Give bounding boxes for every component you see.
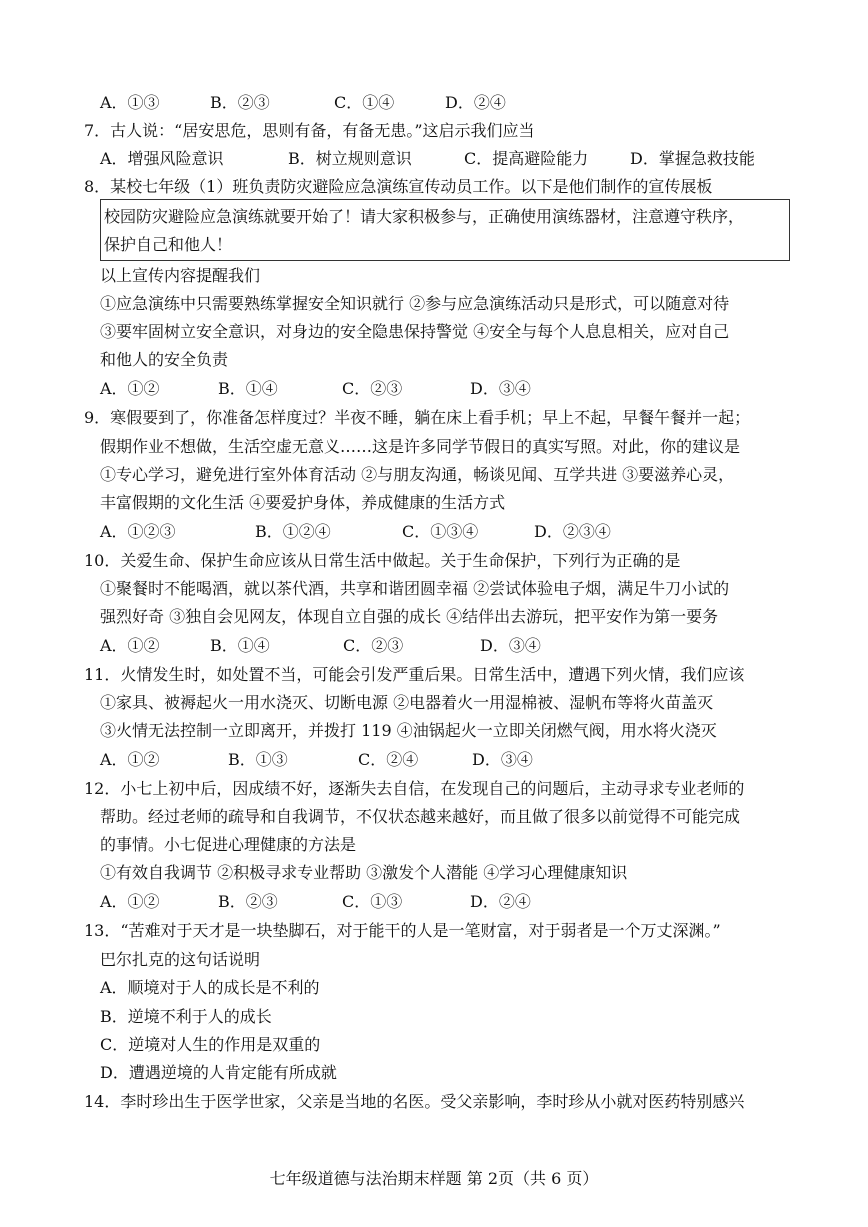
q10-option-d: D．③④ bbox=[480, 636, 541, 655]
q11-option-c: C．②④ bbox=[358, 750, 419, 769]
q9-line-2: 假期作业不想做，生活空虚无意义……这是许多同学节假日的真实写照。对此，你的建议是 bbox=[100, 437, 741, 456]
q9-option-b: B．①②④ bbox=[255, 522, 331, 541]
q13-stem: 13．“苦难对于天才是一块垫脚石，对于能干的人是一笔财富，对于弱者是一个万丈深渊。” bbox=[84, 921, 721, 940]
q7-options bbox=[100, 149, 800, 169]
q7-option-a: A．增强风险意识 bbox=[100, 149, 224, 168]
q10-option-c: C．②③ bbox=[343, 636, 404, 655]
q11-option-a: A．①② bbox=[100, 750, 160, 769]
q9-line-3: ①专心学习，避免进行室外体育活动 ②与朋友沟通，畅谈见闻、互学共进 ③要滋养心灵， bbox=[100, 465, 735, 484]
q9-stem: 9．寒假要到了，你准备怎样度过？半夜不睡，躺在床上看手机；早上不起，早餐午餐并一起； bbox=[84, 408, 751, 427]
q9-option-a: A．①②③ bbox=[100, 522, 176, 541]
q8-options bbox=[100, 379, 800, 399]
q12-option-d: D．②④ bbox=[470, 892, 531, 911]
q8-stem: 8．某校七年级（1）班负责防灾避险应急演练宣传动员工作。以下是他们制作的宣传展板 bbox=[84, 177, 713, 196]
q8-line-2: ③要牢固树立安全意识，对身边的安全隐患保持警觉 ④安全与每个人息息相关，应对自己 bbox=[100, 322, 730, 341]
q13-line-2: 巴尔扎克的这句话说明 bbox=[100, 950, 261, 969]
q8-option-b: B．①④ bbox=[218, 379, 278, 398]
q12-option-b: B．②③ bbox=[218, 892, 278, 911]
q12-stem: 12．小七上初中后，因成绩不好，逐渐失去自信，在发现自己的问题后，主动寻求专业老师的 bbox=[84, 779, 745, 798]
q6-option-a: A．①③ bbox=[100, 93, 160, 112]
page-footer: 七年级道德与法治期末样题 第 2页（共 6 页） bbox=[269, 1169, 599, 1188]
q9-option-c: C．①③④ bbox=[402, 522, 479, 541]
q7-option-d: D．掌握急救技能 bbox=[630, 149, 755, 168]
q11-option-d: D．③④ bbox=[472, 750, 533, 769]
q8-option-d: D．③④ bbox=[470, 379, 531, 398]
q7-option-b: B．树立规则意识 bbox=[288, 149, 412, 168]
q14-stem: 14．李时珍出生于医学世家，父亲是当地的名医。受父亲影响，李时珍从小就对医药特别感兴 bbox=[84, 1092, 745, 1111]
q10-line-3: 强烈好奇 ③独自会见网友，体现自立自强的成长 ④结伴出去游玩，把平安作为第一要务 bbox=[100, 607, 719, 626]
q12-option-c: C．①③ bbox=[342, 892, 403, 911]
q8-board-line-1: 校园防灾避险应急演练就要开始了！请大家积极参与，正确使用演练器材，注意遵守秩序， bbox=[104, 207, 745, 226]
q8-line-1: ①应急演练中只需要熟练掌握安全知识就行 ②参与应急演练活动只是形式，可以随意对待 bbox=[100, 294, 730, 313]
q10-line-2: ①聚餐时不能喝酒，就以茶代酒，共享和谐团圆幸福 ②尝试体验电子烟，满足牛刀小试的 bbox=[100, 579, 730, 598]
q13-option-d: D．遭遇逆境的人肯定能有所成就 bbox=[100, 1063, 337, 1082]
q11-options bbox=[100, 750, 800, 770]
q9-line-4: 丰富假期的文化生活 ④要爱护身体，养成健康的生活方式 bbox=[100, 493, 506, 512]
q12-options bbox=[100, 892, 800, 912]
q11-stem: 11．火情发生时，如处置不当，可能会引发严重后果。日常生活中，遭遇下列火情，我们应该 bbox=[84, 665, 745, 684]
q11-option-b: B．①③ bbox=[228, 750, 288, 769]
q10-stem: 10．关爱生命、保护生命应该从日常生活中做起。关于生命保护，下列行为正确的是 bbox=[84, 551, 681, 570]
q9-options bbox=[100, 522, 800, 542]
q10-options bbox=[100, 636, 800, 656]
q7-stem: 7．古人说：“居安思危，思则有备，有备无患。”这启示我们应当 bbox=[84, 121, 535, 140]
q6-option-d: D．②④ bbox=[445, 93, 506, 112]
q6-option-c: C．①④ bbox=[334, 93, 395, 112]
q13-option-a: A．顺境对于人的成长是不利的 bbox=[100, 978, 320, 997]
q12-line-4: ①有效自我调节 ②积极寻求专业帮助 ③激发个人潜能 ④学习心理健康知识 bbox=[100, 863, 628, 882]
q7-option-c: C．提高避险能力 bbox=[464, 149, 589, 168]
q8-option-c: C．②③ bbox=[342, 379, 403, 398]
q13-option-b: B．逆境不利于人的成长 bbox=[100, 1007, 272, 1026]
q12-line-2: 帮助。经过老师的疏导和自我调节，不仅状态越来越好，而且做了很多以前觉得不可能完成 bbox=[100, 807, 741, 826]
q13-option-c: C．逆境对人生的作用是双重的 bbox=[100, 1035, 321, 1054]
q11-line-3: ③火情无法控制一立即离开，并拨打 119 ④油锅起火一立即关闭燃气阀，用水将火浇灭 bbox=[100, 721, 717, 740]
q11-line-2: ①家具、被褥起火一用水浇灭、切断电源 ②电器着火一用湿棉被、湿帆布等将火苗盖灭 bbox=[100, 693, 714, 712]
q10-option-a: A．①② bbox=[100, 636, 160, 655]
q8-line-3: 和他人的安全负责 bbox=[100, 350, 229, 369]
q6-option-b: B．②③ bbox=[210, 93, 270, 112]
q10-option-b: B．①④ bbox=[210, 636, 270, 655]
q6-options bbox=[100, 93, 800, 113]
q8-board-line-2: 保护自己和他人！ bbox=[104, 235, 233, 254]
q8-prompt: 以上宣传内容提醒我们 bbox=[100, 266, 261, 285]
q9-option-d: D．②③④ bbox=[534, 522, 611, 541]
q12-option-a: A．①② bbox=[100, 892, 160, 911]
q8-option-a: A．①② bbox=[100, 379, 160, 398]
q12-line-3: 的事情。小七促进心理健康的方法是 bbox=[100, 835, 357, 854]
